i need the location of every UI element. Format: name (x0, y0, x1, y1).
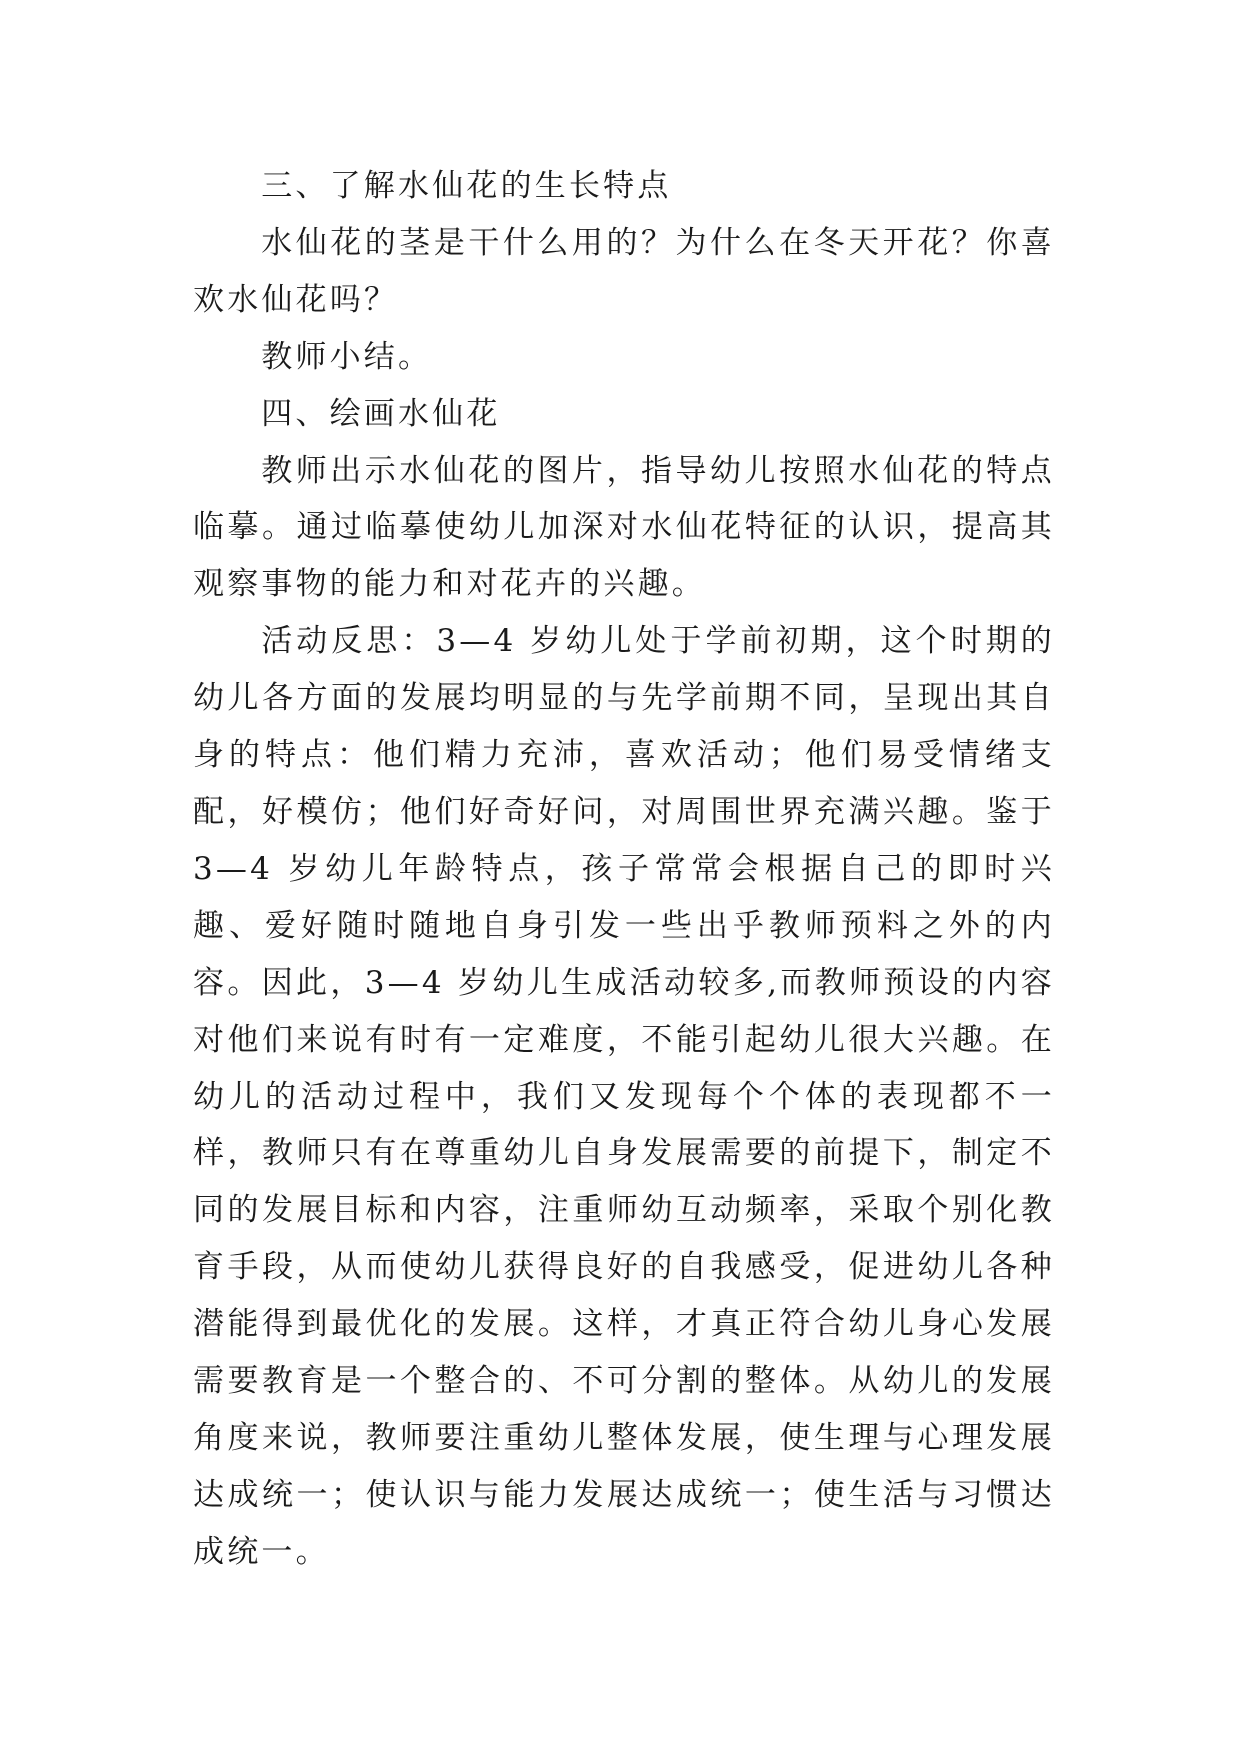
section-heading-3: 三、了解水仙花的生长特点 (261, 168, 672, 204)
paragraph-reflection: 活动反思：3—4 岁幼儿处于学前初期，这个时期的幼儿各方面的发展均明显的与先学前期不同，呈现出其自身的特点：他们精力充沛，喜欢活动；他们易受情绪支配，好模仿；他们好奇好问，对周围世界充满兴趣。鉴于 3—4 岁幼儿年龄特点，孩子常常会根据自己的即时兴趣、爱好随时随地自身引发一些出乎教师预料之外的内容。因此，3—4 岁幼儿生成活动较多,而教师预设的内容对他们来说有时有一定难度，不能引起幼儿很大兴趣。在幼儿的活动过程中，我们又发现每个个体的表现都不一样，教师只有在尊重幼儿自身发展需要的前提下，制定不同的发展目标和内容，注重师幼互动频率，采取个别化教育手段，从而使幼儿获得良好的自我感受，促进幼儿各种潜能得到最优化的发展。这样，才真正符合幼儿身心发展需要教育是一个整合的、不可分割的整体。从幼儿的发展角度来说，教师要注重幼儿整体发展，使生理与心理发展达成统一；使认识与能力发展达成统一；使生活与习惯达成统一。 (193, 623, 1055, 1570)
paragraph-teacher-summary: 教师小结。 (261, 338, 433, 375)
section-heading-4: 四、绘画水仙花 (261, 395, 501, 432)
paragraph-drawing: 教师出示水仙花的图片，指导幼儿按照水仙花的特点临摹。通过临摹使幼儿加深对水仙花特征的认识，提高其观察事物的能力和对花卉的兴趣。 (193, 452, 1055, 603)
document-body (193, 158, 1055, 1581)
paragraph-questions: 水仙花的茎是干什么用的？为什么在冬天开花？你喜欢水仙花吗？ (193, 224, 1055, 318)
